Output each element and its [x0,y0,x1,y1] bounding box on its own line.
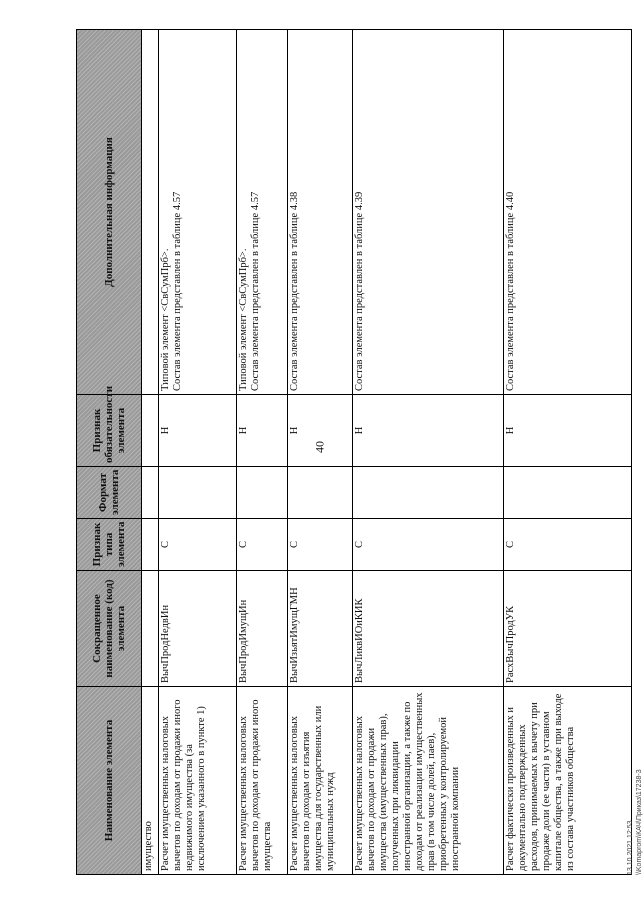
header-element-name: Наименование элемента [77,687,142,875]
info-line: Типовой элемент <СвСумПрб>. [238,248,249,391]
cell-format [237,467,288,519]
cell-name: Расчет имущественных налоговых вычетов по доходам от изъятия имущества для государственных или муниципальных нужд [288,687,353,875]
table-row [142,30,159,875]
landscape-page [76,30,643,875]
info-line: Состав элемента представлен в таблице 4.38 [289,191,300,391]
footer-timestamp: 13.10.2021 12:53 [627,820,634,875]
footer-path: \\Komaprom\КАЧ\Приказ\17238-3 [636,769,643,875]
info-line: Состав элемента представлен в таблице 4.39 [354,191,365,391]
cell-required: Н [237,395,288,467]
cell-info [142,30,159,395]
cell-format [142,467,159,519]
cell-name: Расчет имущественных налоговых вычетов по доходам от продажи имущества (имущественных прав), полученных при ликвидации иностранной организации, а также по доходам от реализации имущественных прав (в том числе долей, паев), приобретенных у контролируемой иностранной компании [353,687,504,875]
cell-type: С [237,519,288,571]
print-footer [626,769,644,875]
info-line: Состав элемента представлен в таблице 4.57 [250,191,261,391]
cell-info [504,30,632,395]
cell-type: С [159,519,237,571]
cell-code: ВычЛиквИОиКИК [353,571,504,687]
cell-required: Н [288,395,353,467]
table-row [288,30,353,875]
cell-info [353,30,504,395]
page-number: 40 [312,441,327,453]
cell-code: РасхВычПродУК [504,571,632,687]
header-additional-info: Дополнительная информация [77,30,142,395]
cell-info [159,30,237,395]
cell-name: Расчет имущественных налоговых вычетов по доходам от продажи иного недвижимого имущества (за исключением указанного в пункте 1) [159,687,237,875]
header-element-code: Сокращенное наименование (код) элемента [77,571,142,687]
cell-type [142,519,159,571]
cell-name: имущество [142,687,159,875]
cell-format [159,467,237,519]
cell-format [504,467,632,519]
header-element-required: Признак обязательности элемента [77,395,142,467]
header-element-type: Признак типа элемента [77,519,142,571]
cell-info [237,30,288,395]
cell-format [353,467,504,519]
cell-type: С [504,519,632,571]
cell-code: ВычПродИмущИн [237,571,288,687]
cell-code: ВычИзьятИмущГМН [288,571,353,687]
info-line: Состав элемента представлен в таблице 4.57 [172,191,183,391]
cell-format [288,467,353,519]
table-row [504,30,632,875]
table-row [237,30,288,875]
info-line: Типовой элемент <СвСумПрб>. [160,248,171,391]
cell-name: Расчет имущественных налоговых вычетов по доходам от продажи иного имущества [237,687,288,875]
cell-required: Н [504,395,632,467]
cell-required: Н [353,395,504,467]
cell-required [142,395,159,467]
cell-required: Н [159,395,237,467]
table-row [159,30,237,875]
cell-code [142,571,159,687]
cell-code: ВычПродНедвИн [159,571,237,687]
element-spec-table [76,29,632,875]
table-header-row [77,30,142,875]
table-row [353,30,504,875]
cell-type: С [288,519,353,571]
cell-info [288,30,353,395]
header-element-format: Формат элемента [77,467,142,519]
info-line: Состав элемента представлен в таблице 4.40 [505,191,516,391]
cell-name: Расчет фактически произведенных и документально подтвержденных расходов, принимаемых к вычету при продаже доли (ее части) в уставном капитале общества, а также при выходе из состава участников общества [504,687,632,875]
cell-type: С [353,519,504,571]
